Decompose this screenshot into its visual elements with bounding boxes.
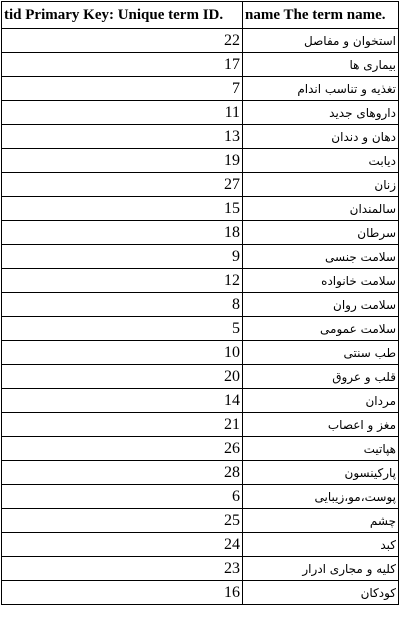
- term-id-cell: 6: [2, 485, 243, 509]
- term-name-cell: دهان و دندان: [243, 125, 399, 149]
- table-row: [2, 149, 399, 173]
- term-id-cell: 12: [2, 269, 243, 293]
- term-id-cell: 7: [2, 77, 243, 101]
- term-id-cell: 21: [2, 413, 243, 437]
- table-row: [2, 413, 399, 437]
- term-name-cell: پارکینسون: [243, 461, 399, 485]
- term-name-cell: استخوان و مفاصل: [243, 29, 399, 53]
- term-name-cell: کلیه و مجاری ادرار: [243, 557, 399, 581]
- term-name-cell: دیابت: [243, 149, 399, 173]
- table-body: [2, 29, 399, 605]
- term-id-cell: 16: [2, 581, 243, 605]
- table-row: [2, 485, 399, 509]
- table-header: [2, 2, 399, 29]
- term-name-cell: تغذیه و تناسب اندام: [243, 77, 399, 101]
- term-name-cell: هپاتیت: [243, 437, 399, 461]
- term-name-cell: سالمندان: [243, 197, 399, 221]
- term-name-cell: طب سنتی: [243, 341, 399, 365]
- header-row: [2, 2, 399, 29]
- term-name-cell: قلب و عروق: [243, 365, 399, 389]
- table-row: [2, 389, 399, 413]
- table-row: [2, 461, 399, 485]
- term-id-cell: 9: [2, 245, 243, 269]
- table-row: [2, 509, 399, 533]
- table-row: [2, 197, 399, 221]
- term-id-cell: 23: [2, 557, 243, 581]
- term-id-cell: 24: [2, 533, 243, 557]
- term-id-cell: 11: [2, 101, 243, 125]
- term-id-cell: 27: [2, 173, 243, 197]
- column-header-tid: tid Primary Key: Unique term ID.: [2, 2, 243, 29]
- term-id-cell: 18: [2, 221, 243, 245]
- term-name-cell: زنان: [243, 173, 399, 197]
- table-row: [2, 53, 399, 77]
- term-name-cell: سلامت خانواده: [243, 269, 399, 293]
- term-name-cell: کودکان: [243, 581, 399, 605]
- term-id-cell: 28: [2, 461, 243, 485]
- term-name-cell: سرطان: [243, 221, 399, 245]
- table-row: [2, 293, 399, 317]
- term-name-cell: داروهای جدید: [243, 101, 399, 125]
- table-row: [2, 317, 399, 341]
- term-name-cell: بیماری ها: [243, 53, 399, 77]
- table-row: [2, 581, 399, 605]
- table-row: [2, 437, 399, 461]
- table-row: [2, 221, 399, 245]
- table-row: [2, 269, 399, 293]
- table-row: [2, 77, 399, 101]
- table-row: [2, 101, 399, 125]
- table-row: [2, 365, 399, 389]
- table-row: [2, 533, 399, 557]
- term-id-cell: 8: [2, 293, 243, 317]
- term-id-cell: 15: [2, 197, 243, 221]
- table-row: [2, 173, 399, 197]
- term-name-cell: کبد: [243, 533, 399, 557]
- table-row: [2, 125, 399, 149]
- table-row: [2, 341, 399, 365]
- table-row: [2, 245, 399, 269]
- term-id-cell: 19: [2, 149, 243, 173]
- term-name-cell: مردان: [243, 389, 399, 413]
- term-name-cell: چشم: [243, 509, 399, 533]
- term-id-cell: 5: [2, 317, 243, 341]
- table-row: [2, 557, 399, 581]
- term-id-cell: 17: [2, 53, 243, 77]
- term-id-cell: 13: [2, 125, 243, 149]
- term-id-cell: 22: [2, 29, 243, 53]
- term-id-cell: 25: [2, 509, 243, 533]
- table-row: [2, 29, 399, 53]
- term-name-cell: سلامت جنسی: [243, 245, 399, 269]
- term-name-cell: مغز و اعصاب: [243, 413, 399, 437]
- term-name-cell: سلامت عمومی: [243, 317, 399, 341]
- terms-table: [1, 1, 399, 605]
- term-id-cell: 14: [2, 389, 243, 413]
- term-name-cell: پوست،مو،زیبایی: [243, 485, 399, 509]
- term-name-cell: سلامت روان: [243, 293, 399, 317]
- column-header-name: name The term name.: [243, 2, 399, 29]
- term-id-cell: 26: [2, 437, 243, 461]
- term-id-cell: 10: [2, 341, 243, 365]
- term-id-cell: 20: [2, 365, 243, 389]
